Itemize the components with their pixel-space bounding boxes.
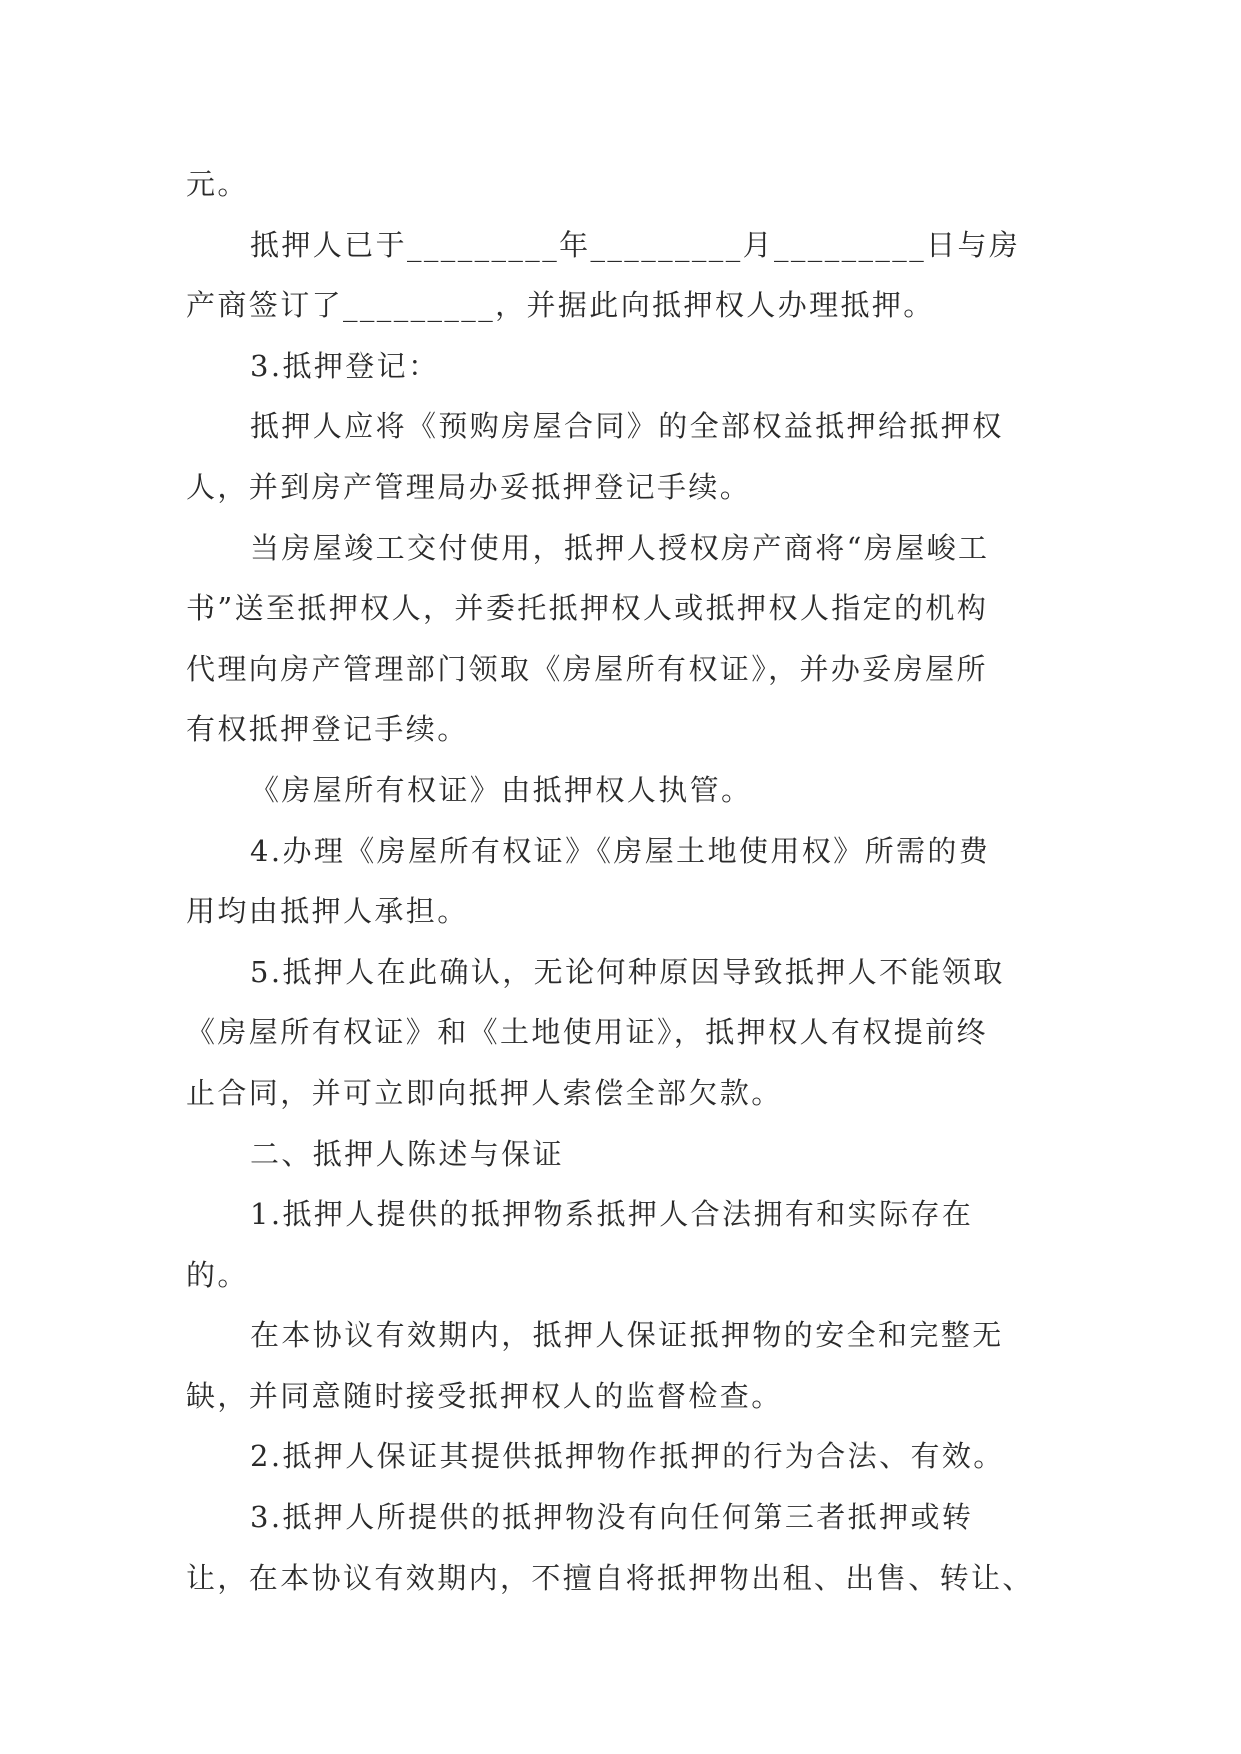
text-line: 当房屋竣工交付使用，抵押人授权房产商将“房屋峻工 [250,530,990,565]
document-body [186,154,1056,1608]
text-line: 用均由抵押人承担。 [186,894,469,929]
text-line: 《房屋所有权证》由抵押权人执管。 [250,772,753,807]
text-line: 的。 [186,1257,249,1292]
text-line: 元。 [186,167,249,201]
text-line: 4.办理《房屋所有权证》《房屋土地使用权》所需的费 [250,833,991,868]
text-line: 产商签订了_________，并据此向抵押权人办理抵押。 [186,288,935,323]
text-line: 《房屋所有权证》和《土地使用证》，抵押权人有权提前终 [186,1015,988,1050]
section-heading: 3.抵押登记： [250,348,440,383]
text-line: 在本协议有效期内，抵押人保证抵押物的安全和完整无 [250,1318,1004,1353]
section-heading: 二、抵押人陈述与保证 [250,1136,565,1171]
text-line: 3.抵押人所提供的抵押物没有向任何第三者抵押或转 [250,1500,974,1535]
text-line: 止合同，并可立即向抵押人索偿全部欠款。 [186,1075,783,1110]
text-line: 人，并到房产管理局办妥抵押登记手续。 [186,469,752,504]
text-line: 1.抵押人提供的抵押物系抵押人合法拥有和实际存在 [250,1197,974,1232]
text-line: 缺，并同意随时接受抵押权人的监督检查。 [186,1378,783,1413]
text-line: 抵押人已于_________年_________月_________日与房 [250,227,1021,262]
text-line: 让，在本协议有效期内，不擅自将抵押物出租、出售、转让、 [186,1560,1034,1595]
text-line: 2.抵押人保证其提供抵押物作抵押的行为合法、有效。 [250,1439,1005,1474]
text-line: 5.抵押人在此确认，无论何种原因导致抵押人不能领取 [250,954,1005,989]
text-line: 书”送至抵押权人，并委托抵押权人或抵押权人指定的机构 [186,591,989,626]
text-line: 抵押人应将《预购房屋合同》的全部权益抵押给抵押权 [250,409,1004,444]
text-line: 代理向房产管理部门领取《房屋所有权证》，并办妥房屋所 [186,651,988,686]
text-line: 有权抵押登记手续。 [186,712,469,747]
